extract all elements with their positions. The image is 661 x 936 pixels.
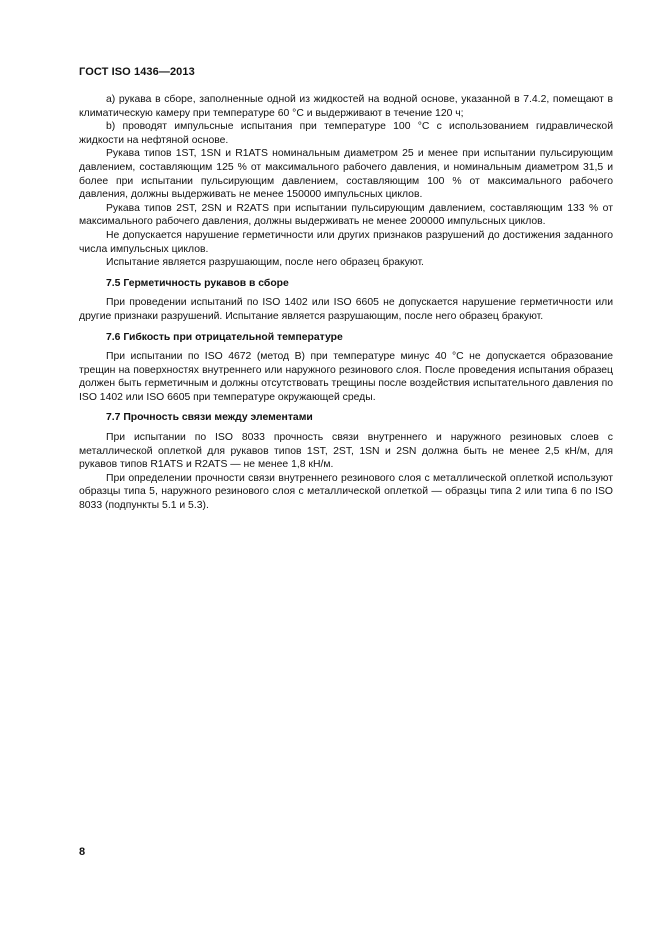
section-heading-7-6: 7.6 Гибкость при отрицательной температуре (106, 331, 343, 343)
paragraph-hose-types-2: Рукава типов 2ST, 2SN и R2ATS при испытании пульсирующим давлением, составляющим 133 % от максимального рабочего давления, должны выдерживать не менее 200000 импульсных циклов. (79, 202, 613, 228)
paragraph-item-b: b) проводят импульсные испытания при температуре 100 °С с использованием гидравлической жидкости на нефтяной основе. (79, 121, 613, 146)
section-heading-7-7: 7.7 Прочность связи между элементами (106, 412, 313, 424)
section-heading-7-5: 7.5 Герметичность рукавов в сборе (106, 277, 289, 289)
section-text-7-6: При испытании по ISO 4672 (метод В) при температуре минус 40 °С не допускается образование трещин на поверхностях внутреннего или наружного резинового слоя. После проведения испытания образец должен быть герметичным и должны отсутствовать трещины после воздействия испытательного давления по ISO 1402 или ISO 6605 при температуре окружающей среды. (79, 351, 613, 403)
paragraph-item-a: а) рукава в сборе, заполненные одной из жидкостей на водной основе, указанной в 7.4.2, помещают в климатическую камеру при температуре 60 °С и выдерживают в течение 120 ч; (79, 94, 613, 119)
section-text-7-7-1: При испытании по ISO 8033 прочность связи внутреннего и наружного резиновых слоев с металлической оплеткой для рукавов типов 1ST, 2ST, 1SN и 2SN должна быть не менее 2,5 кН/м, для рукавов типов R1ATS и R2ATS — не менее 1,8 кН/м. (79, 432, 613, 471)
page-body (79, 93, 613, 513)
section-text-7-7-2: При определении прочности связи внутреннего резинового слоя с металлической оплеткой используют образцы типа 5, наружного резинового слоя с металлической оплеткой — образцы типа 2 или типа 6 по ISO 8033 (подпункты 5.1 и 5.3). (79, 472, 613, 512)
page-number: 8 (79, 846, 86, 858)
paragraph-no-failure: Не допускается нарушение герметичности или других признаков разрушений до достижения заданного числа импульсных циклов. (79, 229, 613, 255)
paragraph-hose-types-1: Рукава типов 1ST, 1SN и R1ATS номинальным диаметром 25 и менее при испытании пульсирующим давлением, составляющим 125 % от максимального рабочего давления, и номинальным диаметром 31,5 и более при испытании пульсирующим давлением, составляющим 100 % от максимального рабочего давления, должны выдерживать не менее 150000 импульсных циклов. (79, 148, 613, 201)
document-header: ГОСТ ISO 1436—2013 (79, 66, 195, 78)
paragraph-destructive-test: Испытание является разрушающим, после него образец бракуют. (106, 257, 424, 269)
section-text-7-5: При проведении испытаний по ISO 1402 или ISO 6605 не допускается нарушение герметичности или другие признаки разрушений. Испытание является разрушающим, после него образец бракуют. (79, 297, 613, 322)
